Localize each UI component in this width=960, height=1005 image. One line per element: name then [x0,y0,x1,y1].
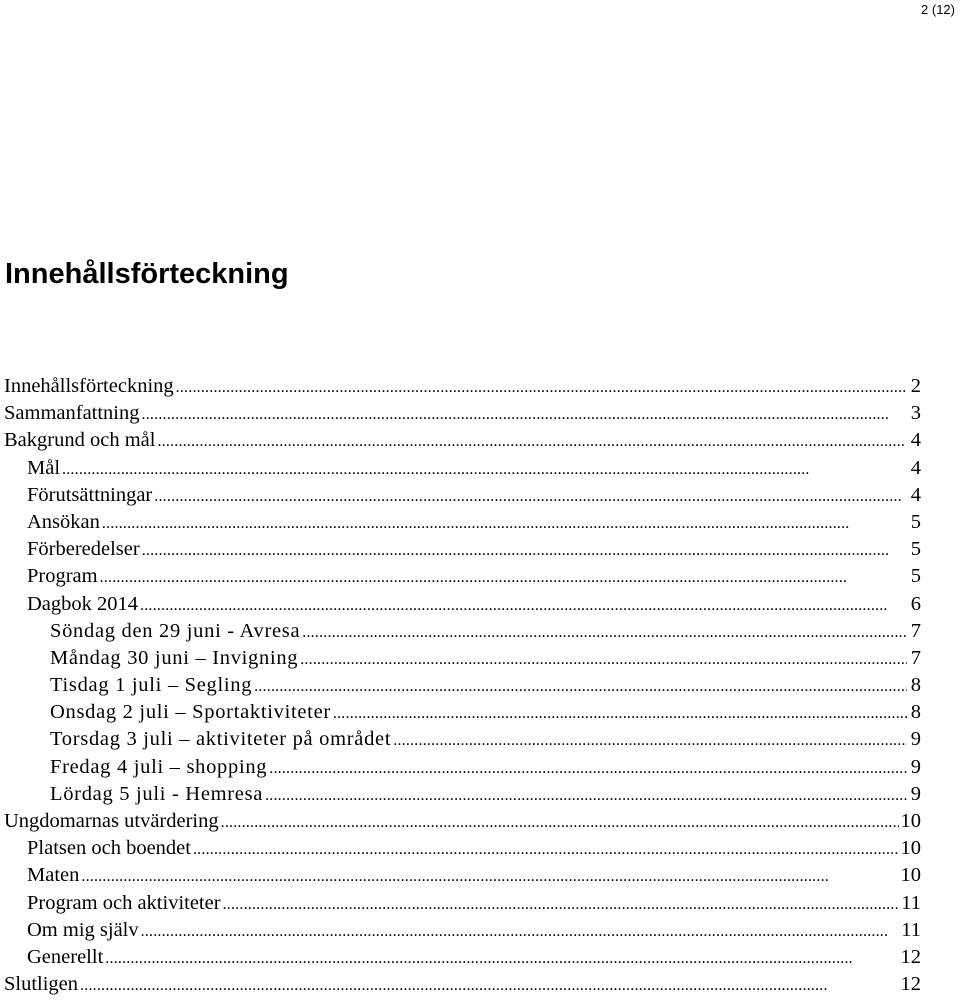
toc-entry-title: Tisdag 1 juli – Segling [50,674,253,697]
toc-entry-page: 11 [901,891,921,914]
toc-dot-leader [80,971,898,999]
toc-dot-leader [100,563,907,591]
toc-entry-forberedelser[interactable] [4,536,921,563]
toc-dot-leader [265,781,907,809]
toc-entry-page: 5 [910,538,921,561]
toc-entry-title: Dagbok 2014 [27,592,139,615]
toc-dot-leader [140,591,907,619]
toc-entry-sondag[interactable] [4,618,921,645]
toc-dot-leader [157,427,907,455]
toc-entry-page: 4 [910,483,921,506]
toc-dot-leader [269,754,907,782]
toc-entry-page: 6 [910,592,921,615]
page-title: Innehållsförteckning [5,258,289,290]
toc-entry-om-mig-sjalv[interactable] [4,917,921,944]
toc-entry-title: Måndag 30 juni – Invigning [50,646,299,669]
toc-entry-title: Fredag 4 juli – shopping [50,755,268,778]
toc-entry-title: Platsen och boendet [27,837,191,860]
toc-entry-tisdag[interactable] [4,672,921,699]
toc-entry-title: Ansökan [27,510,100,533]
toc-entry-title: Program [27,565,98,588]
toc-entry-page: 10 [900,837,921,860]
toc-entry-onsdag[interactable] [4,699,921,726]
toc-dot-leader [221,808,899,836]
toc-entry-title: Bakgrund och mål [4,429,156,452]
toc-entry-title: Mål [27,456,61,479]
toc-entry-sammanfattning[interactable] [4,400,921,427]
toc-entry-title: Söndag den 29 juni - Avresa [50,619,301,642]
toc-entry-title: Förutsättningar [27,483,153,506]
toc-entry-program[interactable] [4,563,921,590]
toc-entry-page: 9 [910,755,921,778]
toc-entry-page: 8 [910,701,921,724]
toc-dot-leader [302,618,907,646]
toc-dot-leader [142,400,907,428]
toc-entry-ansokan[interactable] [4,509,921,536]
toc-entry-page: 4 [910,456,921,479]
toc-entry-ungdomarnas-utvardering[interactable] [4,808,921,835]
page-number: 2 (12) [921,2,955,17]
toc-entry-innehallsforteckning[interactable] [4,373,921,400]
toc-entry-title: Innehållsförteckning [4,375,174,397]
toc-entry-mandag[interactable] [4,645,921,672]
toc-dot-leader [193,835,899,863]
toc-entry-title: Sammanfattning [4,402,140,425]
toc-dot-leader [300,645,907,673]
toc-entry-page: 10 [900,864,921,887]
toc-entry-page: 9 [910,728,921,751]
toc-entry-forutsattningar[interactable] [4,482,921,509]
toc-entry-title: Lördag 5 juli - Hemresa [50,782,264,805]
toc-entry-slutligen[interactable] [4,971,921,998]
toc-entry-fredag[interactable] [4,754,921,781]
toc-entry-bakgrund-och-mal[interactable] [4,427,921,454]
toc-entry-title: Torsdag 3 juli – aktiviteter på området [50,728,392,751]
toc-entry-page: 8 [910,674,921,697]
toc-entry-page: 12 [900,973,921,996]
toc-entry-title: Om mig själv [27,918,139,941]
toc-entry-title: Förberedelser [27,538,140,561]
toc-entry-page: 3 [910,402,921,425]
toc-entry-page: 11 [901,918,921,941]
toc-entry-page: 12 [900,945,921,968]
toc-entry-platsen-och-boendet[interactable] [4,835,921,862]
toc-dot-leader [333,699,907,727]
toc-entry-lordag[interactable] [4,781,921,808]
toc-entry-title: Program och aktiviteter [27,891,221,914]
toc-dot-leader [141,917,900,945]
toc-entry-generellt[interactable] [4,944,921,971]
toc-dot-leader [176,373,907,401]
toc-dot-leader [142,536,907,564]
toc-entry-page: 5 [910,565,921,588]
toc-entry-page: 7 [910,619,921,642]
toc-dot-leader [223,890,900,918]
toc-entry-title: Slutligen [4,973,79,996]
toc-entry-page: 5 [910,510,921,533]
toc-dot-leader [102,509,907,537]
toc-entry-program-och-aktiviteter[interactable] [4,890,921,917]
toc-entry-page: 2 [910,375,921,397]
toc-dot-leader [105,944,898,972]
toc-entry-mal[interactable] [4,455,921,482]
toc-entry-title: Ungdomarnas utvärdering [4,810,219,832]
toc-dot-leader [62,455,907,483]
toc-entry-page: 9 [910,782,921,805]
toc-entry-page: 4 [910,429,921,452]
toc-entry-title: Onsdag 2 juli – Sportaktiviteter [50,701,331,724]
toc-entry-title: Maten [27,864,80,887]
toc-dot-leader [393,726,907,754]
toc-dot-leader [154,482,907,510]
table-of-contents [4,373,921,998]
toc-entry-maten[interactable] [4,862,921,889]
toc-dot-leader [254,672,907,700]
toc-entry-page: 7 [910,646,921,669]
toc-dot-leader [81,862,898,890]
toc-entry-title: Generellt [27,945,104,968]
toc-entry-torsdag[interactable] [4,726,921,753]
toc-entry-dagbok-2014[interactable] [4,591,921,618]
toc-entry-page: 10 [900,810,921,832]
